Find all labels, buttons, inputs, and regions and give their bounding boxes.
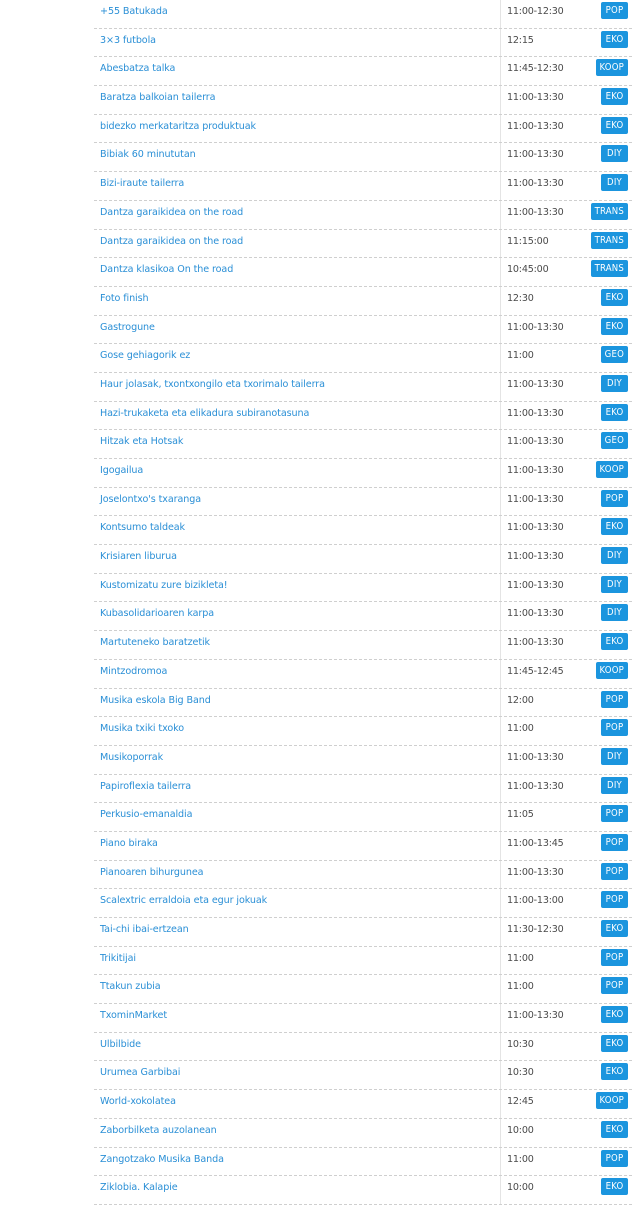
event-time: 11:00-13:30 bbox=[500, 631, 564, 659]
category-badge[interactable]: POP bbox=[601, 949, 628, 966]
event-name-link[interactable]: Igogailua bbox=[100, 465, 144, 476]
table-row bbox=[94, 402, 632, 431]
table-row bbox=[94, 230, 632, 259]
category-badge[interactable]: POP bbox=[601, 805, 628, 822]
event-time: 12:45 bbox=[500, 1090, 534, 1118]
event-time: 10:30 bbox=[500, 1033, 534, 1061]
category-badge[interactable]: POP bbox=[601, 719, 628, 736]
table-row bbox=[94, 172, 632, 201]
event-name-link[interactable]: Urumea Garbibai bbox=[100, 1067, 181, 1079]
event-name-link[interactable]: Hazi-trukaketa eta elikadura subiranotasuna bbox=[100, 407, 310, 419]
event-time: 11:00-13:30 bbox=[500, 861, 564, 889]
event-time: 11:00-13:30 bbox=[500, 430, 564, 458]
event-name-link[interactable]: Mintzodromoa bbox=[100, 665, 168, 677]
event-name-link[interactable]: Haur jolasak, txontxongilo eta txorimalo tailerra bbox=[100, 378, 325, 390]
event-name-link[interactable]: Kontsumo taldeak bbox=[100, 522, 186, 534]
table-row bbox=[94, 459, 632, 488]
event-time: 10:00 bbox=[500, 1176, 534, 1204]
event-time: 11:00-13:30 bbox=[500, 1004, 564, 1032]
event-name-link[interactable]: Baratza balkoian tailerra bbox=[100, 92, 216, 104]
event-name-link[interactable]: Zangotzako Musika Banda bbox=[100, 1153, 224, 1165]
category-badge[interactable]: TRANS bbox=[591, 203, 628, 220]
event-name-link[interactable]: Kustomizatu zure bizikleta! bbox=[100, 579, 228, 591]
table-row bbox=[94, 803, 632, 832]
event-name-link[interactable]: World-xokolatea bbox=[100, 1096, 176, 1108]
category-badge[interactable]: POP bbox=[601, 834, 628, 851]
table-row bbox=[94, 1033, 632, 1062]
category-badge[interactable]: EKO bbox=[601, 1006, 628, 1023]
category-badge[interactable]: POP bbox=[601, 2, 628, 19]
table-row bbox=[94, 631, 632, 660]
category-badge[interactable]: EKO bbox=[601, 920, 628, 937]
event-name-link[interactable]: 3×3 futbola bbox=[100, 34, 156, 46]
event-time: 11:00-13:30 bbox=[500, 574, 564, 602]
category-badge[interactable]: EKO bbox=[601, 31, 628, 48]
category-badge[interactable]: EKO bbox=[601, 518, 628, 535]
event-name-link[interactable]: Ziklobia. Kalapie bbox=[100, 1182, 178, 1194]
event-name-link[interactable]: +55 Batukada bbox=[100, 6, 168, 17]
event-name-link[interactable]: Gastrogune bbox=[100, 321, 155, 333]
event-schedule-table bbox=[94, 0, 632, 1205]
event-name-link[interactable]: Bibiak 60 minututan bbox=[100, 149, 196, 161]
category-badge[interactable]: DIY bbox=[601, 576, 628, 593]
event-time: 11:00 bbox=[500, 344, 534, 372]
category-badge[interactable]: POP bbox=[601, 1150, 628, 1167]
category-badge[interactable]: DIY bbox=[601, 174, 628, 191]
category-badge[interactable]: POP bbox=[601, 691, 628, 708]
event-time: 11:00-12:30 bbox=[500, 0, 564, 28]
event-name-link[interactable]: Hitzak eta Hotsak bbox=[100, 436, 184, 448]
table-row bbox=[94, 574, 632, 603]
event-name-link[interactable]: Scalextric erraldoia eta egur jokuak bbox=[100, 895, 268, 907]
event-time: 11:00-13:45 bbox=[500, 832, 564, 860]
table-row bbox=[94, 717, 632, 746]
table-row bbox=[94, 861, 632, 890]
category-badge[interactable]: KOOP bbox=[596, 662, 629, 679]
event-name-link[interactable]: Musika eskola Big Band bbox=[100, 694, 211, 706]
event-time: 10:00 bbox=[500, 1119, 534, 1147]
event-name-link[interactable]: Dantza garaikidea on the road bbox=[100, 235, 244, 247]
event-time: 11:00 bbox=[500, 947, 534, 975]
event-name-link[interactable]: Ttakun zubia bbox=[100, 981, 161, 993]
category-badge[interactable]: DIY bbox=[601, 145, 628, 162]
event-name-link[interactable]: Perkusio-emanaldia bbox=[100, 809, 193, 821]
event-name-link[interactable]: Dantza garaikidea on the road bbox=[100, 206, 244, 218]
table-row bbox=[94, 29, 632, 58]
category-badge[interactable]: POP bbox=[601, 977, 628, 994]
category-badge[interactable]: KOOP bbox=[596, 1092, 629, 1109]
event-time: 11:45-12:45 bbox=[500, 660, 564, 688]
table-row bbox=[94, 660, 632, 689]
category-badge[interactable]: DIY bbox=[601, 748, 628, 765]
table-row bbox=[94, 545, 632, 574]
event-time: 11:00-13:30 bbox=[500, 775, 564, 803]
table-row bbox=[94, 947, 632, 976]
category-badge[interactable]: EKO bbox=[601, 633, 628, 650]
table-row bbox=[94, 1004, 632, 1033]
table-row bbox=[94, 1119, 632, 1148]
event-time: 11:00-13:30 bbox=[500, 373, 564, 401]
table-row bbox=[94, 602, 632, 631]
category-badge[interactable]: KOOP bbox=[596, 461, 629, 478]
event-name-link[interactable]: Tai-chi ibai-ertzean bbox=[100, 924, 189, 935]
event-name-link[interactable]: TxominMarket bbox=[100, 1010, 167, 1022]
event-name-link[interactable]: bidezko merkataritza produktuak bbox=[100, 120, 256, 132]
table-row bbox=[94, 1090, 632, 1119]
event-name-link[interactable]: Abesbatza talka bbox=[100, 63, 176, 75]
event-time: 11:00-13:30 bbox=[500, 602, 564, 630]
event-name-link[interactable]: Musika txiki txoko bbox=[100, 723, 185, 735]
event-time: 12:00 bbox=[500, 689, 534, 717]
event-time: 11:00 bbox=[500, 975, 534, 1003]
event-name-link[interactable]: Kubasolidarioaren karpa bbox=[100, 608, 215, 620]
category-badge[interactable]: TRANS bbox=[591, 260, 628, 277]
event-time: 11:00-13:30 bbox=[500, 459, 564, 487]
event-name-link[interactable]: Pianoaren bihurgunea bbox=[100, 866, 204, 878]
table-row bbox=[94, 201, 632, 230]
event-time: 11:45-12:30 bbox=[500, 57, 564, 85]
category-badge[interactable]: EKO bbox=[601, 404, 628, 421]
event-name-link[interactable]: Joselontxo's txaranga bbox=[100, 493, 202, 505]
table-row bbox=[94, 57, 632, 86]
event-time: 12:30 bbox=[500, 287, 534, 315]
event-time: 11:00-13:30 bbox=[500, 143, 564, 171]
category-badge[interactable]: EKO bbox=[601, 88, 628, 105]
table-row bbox=[94, 1176, 632, 1205]
table-row bbox=[94, 889, 632, 918]
category-badge[interactable]: DIY bbox=[601, 777, 628, 794]
event-time: 11:00-13:30 bbox=[500, 402, 564, 430]
event-name-link[interactable]: Martuteneko baratzetik bbox=[100, 637, 210, 649]
table-row bbox=[94, 832, 632, 861]
table-row bbox=[94, 258, 632, 287]
event-time: 10:30 bbox=[500, 1061, 534, 1089]
event-name-link[interactable]: Musikoporrak bbox=[100, 751, 164, 763]
event-name-link[interactable]: Gose gehiagorik ez bbox=[100, 350, 191, 362]
table-row bbox=[94, 488, 632, 517]
event-time: 11:00-13:00 bbox=[500, 889, 564, 917]
table-row bbox=[94, 1148, 632, 1177]
category-badge[interactable]: EKO bbox=[601, 289, 628, 306]
category-badge[interactable]: POP bbox=[601, 891, 628, 908]
category-badge[interactable]: EKO bbox=[601, 1178, 628, 1195]
event-time: 12:15 bbox=[500, 29, 534, 57]
event-time: 11:00-13:30 bbox=[500, 201, 564, 229]
table-row bbox=[94, 1061, 632, 1090]
category-badge[interactable]: GEO bbox=[601, 432, 628, 449]
event-time: 11:05 bbox=[500, 803, 534, 831]
category-badge[interactable]: EKO bbox=[601, 1035, 628, 1052]
category-badge[interactable]: GEO bbox=[601, 346, 628, 363]
event-time: 11:00-13:30 bbox=[500, 545, 564, 573]
event-time: 10:45:00 bbox=[500, 258, 549, 286]
table-row bbox=[94, 316, 632, 345]
category-badge[interactable]: EKO bbox=[601, 117, 628, 134]
category-badge[interactable]: KOOP bbox=[596, 59, 629, 76]
category-badge[interactable]: POP bbox=[601, 863, 628, 880]
category-badge[interactable]: DIY bbox=[601, 604, 628, 621]
category-badge[interactable]: EKO bbox=[601, 318, 628, 335]
table-row bbox=[94, 775, 632, 804]
event-time: 11:00 bbox=[500, 1148, 534, 1176]
event-name-link[interactable]: Krisiaren liburua bbox=[100, 551, 177, 563]
table-row bbox=[94, 86, 632, 115]
table-row bbox=[94, 430, 632, 459]
table-row bbox=[94, 516, 632, 545]
table-row bbox=[94, 373, 632, 402]
category-badge[interactable]: POP bbox=[601, 490, 628, 507]
table-row bbox=[94, 0, 632, 29]
event-name-link[interactable]: Papiroflexia tailerra bbox=[100, 780, 192, 792]
table-row bbox=[94, 143, 632, 172]
category-badge[interactable]: DIY bbox=[601, 375, 628, 392]
table-row bbox=[94, 918, 632, 947]
table-row bbox=[94, 689, 632, 718]
category-badge[interactable]: DIY bbox=[601, 547, 628, 564]
table-row bbox=[94, 975, 632, 1004]
event-name-link[interactable]: Bizi-iraute tailerra bbox=[100, 178, 185, 190]
event-time: 11:00-13:30 bbox=[500, 746, 564, 774]
table-row bbox=[94, 746, 632, 775]
event-name-link[interactable]: Piano biraka bbox=[100, 837, 158, 849]
event-time: 11:00-13:30 bbox=[500, 86, 564, 114]
table-row bbox=[94, 287, 632, 316]
event-time: 11:00-13:30 bbox=[500, 172, 564, 200]
category-badge[interactable]: TRANS bbox=[591, 232, 628, 249]
event-name-link[interactable]: Zaborbilketa auzolanean bbox=[100, 1124, 217, 1136]
event-name-link[interactable]: Ulbilbide bbox=[100, 1038, 141, 1050]
event-time: 11:00-13:30 bbox=[500, 488, 564, 516]
event-name-link[interactable]: Trikitijai bbox=[100, 952, 136, 964]
event-time: 11:30-12:30 bbox=[500, 918, 564, 946]
event-name-link[interactable]: Foto finish bbox=[100, 292, 149, 304]
event-name-link[interactable]: Dantza klasikoa On the road bbox=[100, 264, 234, 276]
category-badge[interactable]: EKO bbox=[601, 1121, 628, 1138]
table-row bbox=[94, 115, 632, 144]
event-time: 11:00-13:30 bbox=[500, 316, 564, 344]
event-time: 11:15:00 bbox=[500, 230, 549, 258]
event-time: 11:00 bbox=[500, 717, 534, 745]
category-badge[interactable]: EKO bbox=[601, 1063, 628, 1080]
event-time: 11:00-13:30 bbox=[500, 115, 564, 143]
table-row bbox=[94, 344, 632, 373]
event-time: 11:00-13:30 bbox=[500, 516, 564, 544]
